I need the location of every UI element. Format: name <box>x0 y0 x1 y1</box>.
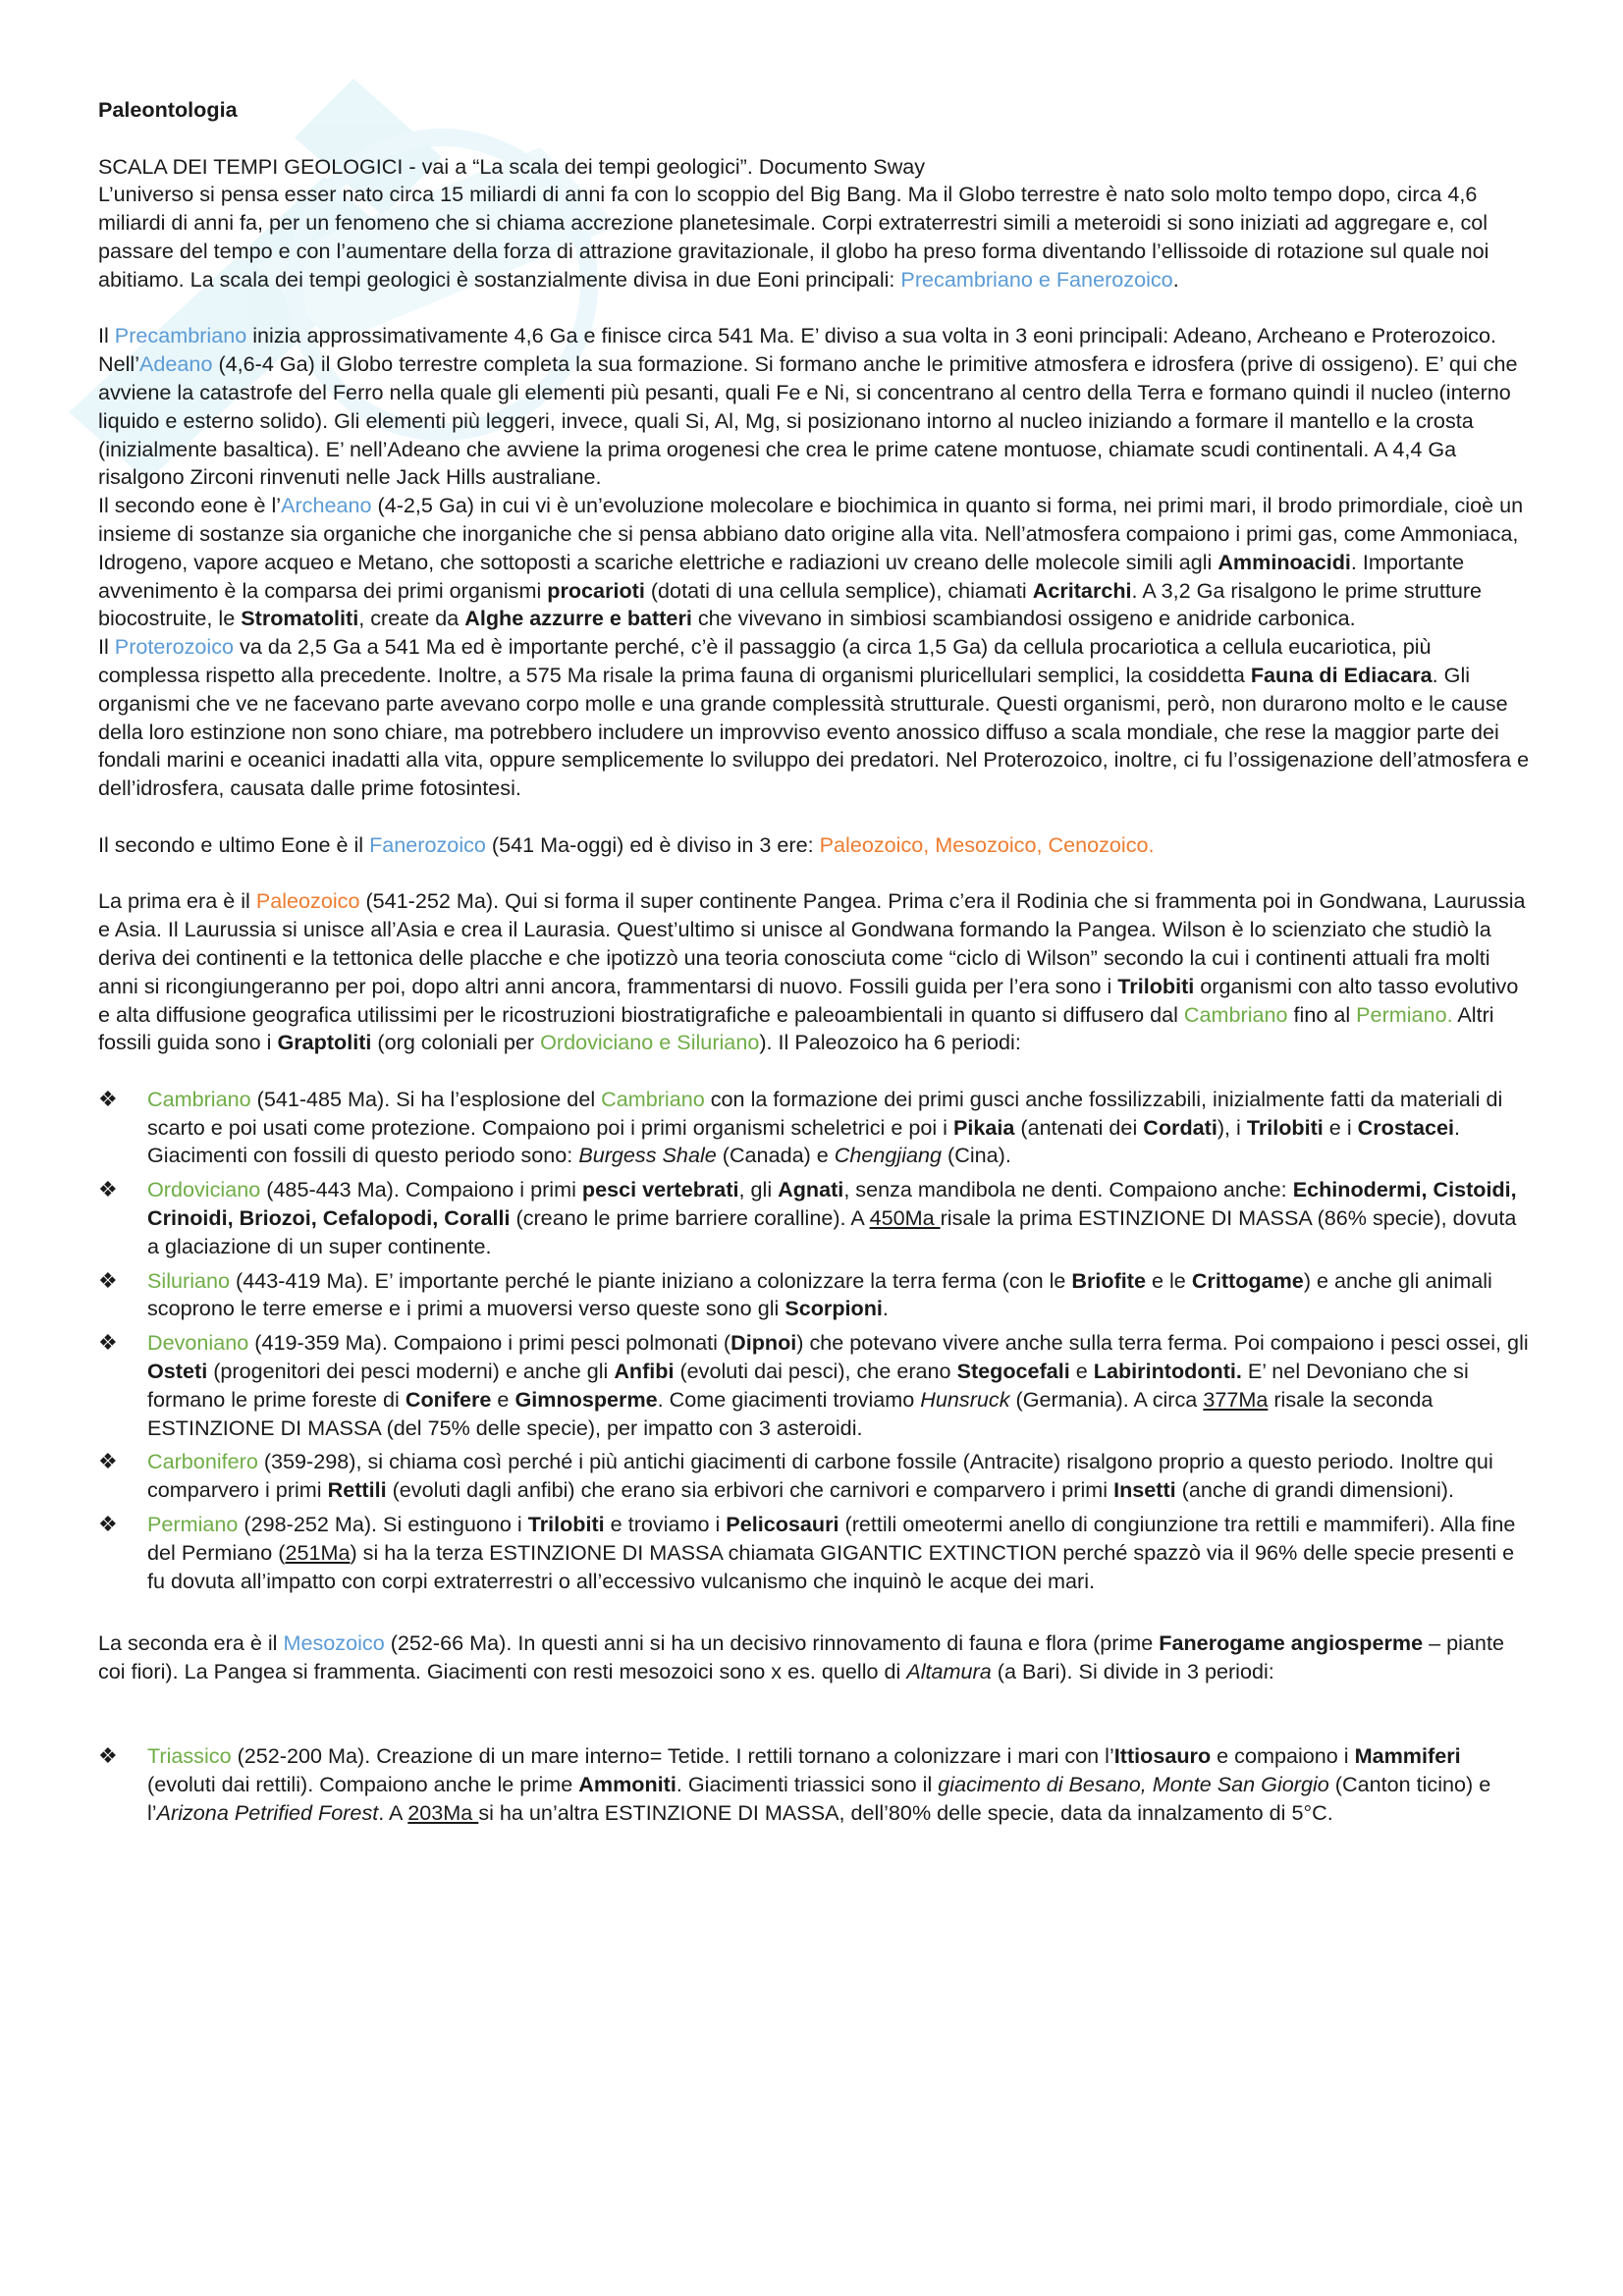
list-item <box>98 1267 1532 1324</box>
link-adeano[interactable]: Adeano <box>139 351 213 377</box>
bold-term: Echinodermi, Cistoidi, Crinoidi, Briozoi, Cefalopodi, Coralli <box>147 1177 1517 1231</box>
text-run: , senza mandibola ne denti. Compaiono anche: <box>843 1177 1293 1202</box>
text-run: (evoluti dai pesci), che erano <box>674 1359 957 1384</box>
underlined-term: 251Ma <box>285 1539 351 1565</box>
link-paleozoico[interactable]: Paleozoico <box>255 888 360 914</box>
underlined-term: 203Ma <box>407 1800 479 1826</box>
intro-heading <box>98 153 1532 182</box>
spacer <box>98 1057 1532 1086</box>
italic-term: Burgess Shale <box>578 1143 717 1168</box>
text-run: ) si ha la terza ESTINZIONE DI MASSA chiamata GIGANTIC EXTINCTION perché spazzò via il 96% delle specie presenti e fu dovuta all’impatto con corpi extraterrestri o all’eccessivo vulcanismo che inquinò le acque dei mari. <box>147 1539 1515 1593</box>
text-run: . <box>882 1296 889 1321</box>
text-run: . Giacimenti triassici sono il <box>676 1772 939 1797</box>
italic-term: giacimento di Besano, Monte San Giorgio <box>938 1772 1329 1797</box>
list-item <box>98 1086 1532 1170</box>
text-run: . Gli organismi che ve ne facevano parte avevano corpo molle e una grande complessità strutturale. Questi organismi, però, non durarono molto e le cause della loro estinzione non sono chiare, ma potrebbero includere un improvviso evento anossico diffuso a scala mondiale, che rese la maggior parte dei fondali marini e oceanici inadatti alla vita, oppure semplicemente lo sviluppo dei predatori. Nel Proterozoico, inoltre, ci fu l’ossigenazione dell’atmosfera e dell’idrosfera, causata dalle prime fotosintesi. <box>98 662 1530 801</box>
text-run: (541 Ma-oggi) ed è diviso in 3 ere: <box>485 831 820 857</box>
text-run: (252-200 Ma). Creazione di un mare interno= Tetide. I rettili tornano a colonizzare i mari con l’ <box>231 1743 1114 1769</box>
text-run: si ha un’altra ESTINZIONE DI MASSA, dell’80% delle specie, data da innalzamento di 5°C. <box>478 1800 1333 1826</box>
link-cambriano[interactable]: Cambriano <box>601 1086 705 1111</box>
document-body <box>98 96 1532 1834</box>
text-run: (541-485 Ma). Si ha l’esplosione del <box>250 1086 602 1111</box>
text-run: (evoluti dai rettili). Compaiono anche le prime <box>147 1772 579 1797</box>
mesozoico-paragraph <box>98 1629 1532 1686</box>
text-run: , gli <box>738 1177 779 1202</box>
text-run: Il <box>98 634 115 660</box>
intro-paragraph <box>98 181 1532 294</box>
text-run: (dotati di una cellula semplice), chiamati <box>644 577 1033 603</box>
spacer <box>98 860 1532 888</box>
fanerozoico-paragraph <box>98 831 1532 860</box>
paleozoico-paragraph <box>98 887 1532 1057</box>
text-run: Il <box>98 323 115 348</box>
text-run: e <box>491 1386 515 1412</box>
text-run: E’ nel Devoniano che si formano le prime foreste di <box>147 1359 1469 1412</box>
text-run: che vivevano in simbiosi scambiandosi ossigeno e anidride carbonica. <box>691 606 1356 631</box>
bold-term: Mammiferi <box>1354 1743 1461 1769</box>
precambriano-paragraph <box>98 322 1532 350</box>
text-run: Il secondo eone è l’ <box>98 493 282 518</box>
bold-term: Dipnoi <box>730 1330 797 1356</box>
list-item <box>98 1511 1532 1595</box>
text-run: risale la seconda ESTINZIONE DI MASSA (del 75% delle specie), per impatto con 3 asteroidi. <box>147 1386 1434 1440</box>
proterozoico-paragraph <box>98 633 1532 803</box>
bold-term: Crostacei <box>1357 1114 1455 1140</box>
bold-term: Ittiosauro <box>1113 1743 1212 1769</box>
bold-term: Agnati <box>778 1177 844 1202</box>
text-run: – piante coi fiori). La Pangea si frammenta. Giacimenti con resti mesozoici sono x es. quello di <box>98 1630 1504 1684</box>
link-cambriano[interactable]: Cambriano <box>147 1086 251 1111</box>
text-run: , create da <box>358 606 465 631</box>
bold-term: Ammoniti <box>578 1772 676 1797</box>
bold-term: Fanerogame angiosperme <box>1159 1630 1424 1656</box>
link-ordoviciano-siluriano[interactable]: Ordoviciano e Siluriano <box>540 1030 760 1055</box>
spacer <box>98 1686 1532 1743</box>
bold-term: Amminoacidi <box>1217 549 1351 574</box>
paleozoic-periods-list <box>98 1086 1532 1596</box>
intro-heading-text: SCALA DEI TEMPI GEOLOGICI - vai a “La scala dei tempi geologici”. Documento Sway <box>98 153 926 179</box>
text-run: . A <box>378 1800 408 1826</box>
text-run: La prima era è il <box>98 888 256 914</box>
text-run: (creano le prime barriere coralline). A <box>510 1205 870 1231</box>
link-proterozoico[interactable]: Proterozoico <box>114 634 235 660</box>
italic-term: Arizona Petrified Forest <box>156 1800 379 1826</box>
list-item <box>98 1448 1532 1505</box>
text-run: Il secondo e ultimo Eone è il <box>98 831 370 857</box>
link-precambriano-fanerozoico[interactable]: Precambriano e Fanerozoico <box>900 266 1173 292</box>
text-run: La seconda era è il <box>98 1630 284 1656</box>
link-permiano[interactable]: Permiano <box>147 1512 239 1537</box>
bold-term: Labirintodonti. <box>1093 1359 1242 1384</box>
diamond-bullet-icon: ❖ <box>98 1743 118 1769</box>
bold-term: Insetti <box>1113 1477 1176 1503</box>
text-run: ). Il Paleozoico ha 6 periodi: <box>759 1030 1021 1055</box>
text-run: L’universo si pensa esser nato circa 15 miliardi di anni fa con lo scoppio del Big Bang. Ma il Globo terrestre è nato solo molto tempo dopo, circa 4,6 miliardi di anni fa, per un fenomeno che si chiama accrezione planetesimale. Corpi extraterrestri simili a meteroidi si sono iniziati ad aggregare e, col passare del tempo e con l’aumentare della forza di attrazione gravitazionale, il globo ha preso forma diventando l’ellissoide di rotazione sul quale noi abitiamo. La scala dei tempi geologici è sostanzialmente divisa in due Eoni principali: <box>98 182 1489 292</box>
bold-term: Briofite <box>1071 1267 1146 1293</box>
link-ordoviciano[interactable]: Ordoviciano <box>147 1177 261 1202</box>
bold-term: Crittogame <box>1191 1267 1304 1293</box>
bold-term: Alghe azzurre e batteri <box>464 606 692 631</box>
text-run: organismi con alto tasso evolutivo e alta diffusione geografica utilissimi per le ricostruzioni biostratigrafiche e paleoambientali in quanto si diffusero dal <box>98 973 1519 1027</box>
text-run: (progenitori dei pesci moderni) e anche gli <box>207 1359 615 1384</box>
text-run: va da 2,5 Ga a 541 Ma ed è importante perché, c’è il passaggio (a circa 1,5 Ga) da cellula procariotica a cellula eucariotica, più complessa rispetto alla precedente. Inoltre, a 575 Ma risale la prima fauna di organismi pluricellulari semplici, la cosiddetta <box>98 634 1432 687</box>
list-item <box>98 1742 1532 1827</box>
archeano-paragraph <box>98 492 1532 633</box>
text-run: (359-298), si chiama così perché i più antichi giacimenti di carbone fossile (Antracite) risalgono proprio a questo periodo. Inoltre qui comparvero i primi <box>147 1449 1493 1503</box>
text-run: fino al <box>1287 1001 1357 1027</box>
text-run: inizia approssimativamente 4,6 Ga e finisce circa 541 Ma. E’ diviso a sua volta in 3 eoni principali: Adeano, Archeano e Proterozoico. <box>246 323 1496 348</box>
text-run: (Canton ticino) e l’ <box>147 1772 1491 1826</box>
bold-term: Fauna di Ediacara <box>1250 662 1433 687</box>
link-devoniano[interactable]: Devoniano <box>147 1330 249 1356</box>
bold-term: Scorpioni <box>784 1296 883 1321</box>
italic-term: Chengjiang <box>834 1143 943 1168</box>
text-run: ), i <box>1217 1114 1247 1140</box>
text-run: . Come giacimenti troviamo <box>657 1386 921 1412</box>
spacer <box>98 1601 1532 1629</box>
text-run: (4,6-4 Ga) il Globo terrestre completa la sua formazione. Si formano anche le primitive atmosfera e idrosfera (prive di ossigeno). E’ qui che avviene la catastrofe del Ferro nella quale gli elementi più pesanti, quali Fe e Ni, si concentrano al centro della Terra e formano quindi il nucleo (interno liquido e esterno solido). Gli elementi più leggeri, invece, quali Si, Al, Mg, si posizionano intorno al nucleo iniziando a formare il mantello e la crosta (inizialmente basaltica). E’ nell’Adeano che avviene la prima orogenesi che crea le prime catene montuose, chiamate scudi continentali. A 4,4 Ga risalgono Zirconi rinvenuti nelle Jack Hills australiane. <box>98 351 1518 490</box>
adeano-paragraph <box>98 350 1532 492</box>
bold-term: Pikaia <box>952 1114 1015 1140</box>
bold-term: Rettili <box>327 1477 387 1503</box>
diamond-bullet-icon: ❖ <box>98 1330 118 1356</box>
text-run: (anche di grandi dimensioni). <box>1175 1477 1454 1503</box>
text-run: (4-2,5 Ga) in cui vi è un’evoluzione molecolare e biochimica in quanto si forma, nei primi mari, il brodo primordiale, cioè un insieme di sostanze sia organiche che inorganiche che si pensa abbiano dato origine alla vita. Nell’atmosfera compaiono i primi gas, come Ammoniaca, Idrogeno, vapore acqueo e Metano, che sottoposti a scariche elettriche e radiazioni uv creano delle molecole simili agli <box>98 493 1524 574</box>
text-run: risale la prima ESTINZIONE DI MASSA (86% specie), dovuta a glaciazione di un super continente. <box>147 1205 1517 1258</box>
bold-term: Osteti <box>147 1359 208 1384</box>
link-triassico[interactable]: Triassico <box>147 1743 232 1769</box>
text-run: (evoluti dagli anfibi) che erano sia erbivori che carnivori e comparvero i primi <box>386 1477 1114 1503</box>
text-run: (antenati dei <box>1014 1114 1144 1140</box>
text-run: ) e anche gli animali scoprono le terre emerse e i primi a muoversi verso queste sono gli <box>147 1267 1492 1321</box>
text-run: e <box>1069 1359 1094 1384</box>
bold-term: procarioti <box>547 577 645 603</box>
diamond-bullet-icon: ❖ <box>98 1449 118 1474</box>
text-run: (org coloniali per <box>371 1030 541 1055</box>
text-run: . A 3,2 Ga risalgono le prime strutture biocostruite, le <box>98 577 1483 631</box>
text-run: Altri fossili guida sono i <box>98 1001 1494 1055</box>
text-run: (419-359 Ma). Compaiono i primi pesci polmonati ( <box>248 1330 731 1356</box>
bold-term: Pelicosauri <box>726 1512 839 1537</box>
bold-term: pesci vertebrati <box>581 1177 739 1202</box>
text-run: . Importante avvenimento è la comparsa dei primi organismi <box>98 549 1465 603</box>
link-fanerozoico[interactable]: Fanerozoico <box>369 831 486 857</box>
mesozoic-periods-list <box>98 1742 1532 1827</box>
list-item <box>98 1176 1532 1260</box>
diamond-bullet-icon: ❖ <box>98 1267 118 1293</box>
italic-term: Altamura <box>906 1659 992 1684</box>
underlined-term: 450Ma <box>869 1205 941 1231</box>
bold-term: Gimnosperme <box>514 1386 658 1412</box>
link-mesozoico[interactable]: Mesozoico <box>283 1630 385 1656</box>
text-run: (252-66 Ma). In questi anni si ha un decisivo rinnovamento di fauna e flora (prime <box>384 1630 1160 1656</box>
spacer <box>98 294 1532 323</box>
text-run: con la formazione dei primi gusci anche fossilizzabili, inizialmente fatti da materiali di scarto e poi usati come protezione. Compaiono poi i primi organismi scheletrici e poi i <box>147 1086 1503 1140</box>
spacer <box>98 803 1532 831</box>
diamond-bullet-icon: ❖ <box>98 1086 118 1111</box>
text-run: (Germania). A circa <box>1009 1386 1204 1412</box>
bold-term: Stromatoliti <box>241 606 359 631</box>
diamond-bullet-icon: ❖ <box>98 1177 118 1202</box>
underlined-term: 377Ma <box>1203 1386 1269 1412</box>
bold-term: Acritarchi <box>1032 577 1132 603</box>
text-run: (541-252 Ma). Qui si forma il super continente Pangea. Prima c’era il Rodinia che si frammenta poi in Gondwana, Laurussia e Asia. Il Laurussia si unisce all’Asia e crea il Laurasia. Quest’ultimo si unisce al Gondwana formando la Pangea. Wilson è lo scienziato che studiò la deriva dei continenti e la tettonica delle placche e che ipotizzò una teoria conosciuta come “ciclo di Wilson” secondo la cui i continenti attuali fra molti anni si ricongiungeranno per poi, dopo altri anni ancora, frammentarsi di nuovo. Fossili guida per l’era sono i <box>98 888 1526 998</box>
text-run: . <box>1172 266 1179 292</box>
text-run: e le <box>1146 1267 1192 1293</box>
text-run: e troviamo i <box>604 1512 727 1537</box>
page-title: Paleontologia <box>98 97 238 122</box>
bold-term: Trilobiti <box>1246 1114 1324 1140</box>
bold-term: Stegocefali <box>956 1359 1070 1384</box>
link-eras[interactable]: Paleozoico, Mesozoico, Cenozoico. <box>819 831 1155 857</box>
text-run: (Canada) e <box>716 1143 835 1168</box>
bold-term: Graptoliti <box>277 1030 372 1055</box>
text-run: e i <box>1323 1114 1358 1140</box>
link-archeano[interactable]: Archeano <box>281 493 372 518</box>
text-run: e compaiono i <box>1211 1743 1355 1769</box>
link-permiano[interactable]: Permiano. <box>1356 1001 1453 1027</box>
text-run: (rettili omeotermi anello di congiunzione tra rettili e mammiferi). Alla fine del Permiano ( <box>147 1512 1516 1565</box>
bold-term: Conifere <box>405 1386 492 1412</box>
text-run: (485-443 Ma). Compaiono i primi <box>260 1177 582 1202</box>
link-precambriano[interactable]: Precambriano <box>114 323 247 348</box>
bold-term: Trilobiti <box>527 1512 605 1537</box>
text-run: Nell’ <box>98 351 139 377</box>
link-carbonifero[interactable]: Carbonifero <box>147 1449 258 1474</box>
text-run: (443-419 Ma). E’ importante perché le piante iniziano a colonizzare la terra ferma (con le <box>230 1267 1072 1293</box>
text-run: . Giacimenti con fossili di questo periodo sono: <box>147 1114 1461 1168</box>
text-run: ) che potevano vivere anche sulla terra ferma. Poi compaiono i pesci ossei, gli <box>796 1330 1529 1356</box>
text-run: (a Bari). Si divide in 3 periodi: <box>991 1659 1274 1684</box>
bold-term: Cordati <box>1143 1114 1217 1140</box>
list-item <box>98 1329 1532 1442</box>
link-cambriano[interactable]: Cambriano <box>1183 1001 1288 1027</box>
text-run: (298-252 Ma). Si estinguono i <box>238 1512 528 1537</box>
bold-term: Anfibi <box>614 1359 675 1384</box>
text-run: (Cina). <box>942 1143 1011 1168</box>
diamond-bullet-icon: ❖ <box>98 1512 118 1537</box>
bold-term: Trilobiti <box>1117 973 1195 998</box>
italic-term: Hunsruck <box>920 1386 1010 1412</box>
link-siluriano[interactable]: Siluriano <box>147 1267 231 1293</box>
